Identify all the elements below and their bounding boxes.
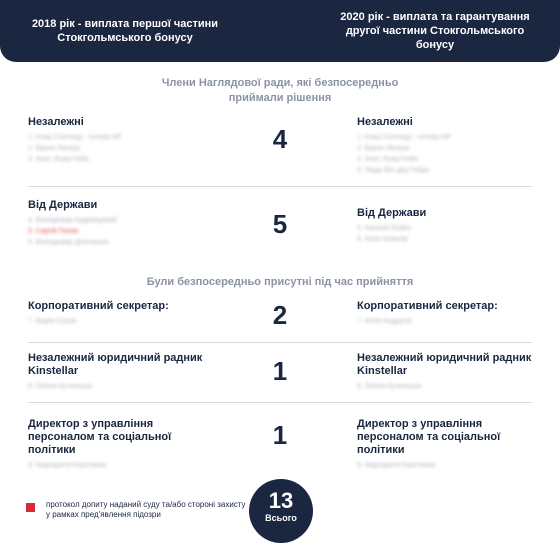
legal-left-names [28, 381, 228, 392]
legend-red-square-icon [26, 503, 35, 512]
independent-count: 4 [272, 124, 288, 154]
state-left-names [28, 215, 228, 248]
state-left [28, 199, 228, 248]
section-title-decision-makers: Члени Наглядової ради, які безпосередньо приймали рішення [161, 77, 399, 104]
hr-right-heading: Директор з управління персоналом та соціальної політики [357, 418, 501, 456]
legend-text: протокол допиту наданий суду та/або стороні захисту у рамках пред'явлення підозри [46, 500, 246, 519]
name-item: 2. Брунo Лескуа [28, 145, 80, 152]
total-badge [249, 479, 313, 543]
name-item: 8. Олена Кучинська [28, 383, 93, 390]
total-number: 13 [268, 488, 294, 513]
state-left-heading: Від Держави [28, 199, 98, 211]
name-item: 9. Маргарита Коротаєва [28, 462, 107, 469]
independent-left [28, 116, 228, 165]
hr-count: 1 [272, 420, 288, 450]
divider [28, 186, 532, 187]
secretary-right-heading: Корпоративний секретар: [357, 300, 498, 312]
name-item: 3. Анес Жакуттейн [28, 156, 89, 163]
legal-left [28, 352, 228, 392]
state-count: 5 [272, 209, 288, 239]
header-banner [0, 0, 560, 62]
independent-right [357, 116, 547, 176]
name-item: 7. Марія Сухая [28, 318, 77, 325]
legal-right [357, 352, 547, 392]
name-item: 6. Юлія Ковалів [357, 236, 408, 243]
name-item: 9. Маргарита Коротаєва [357, 462, 436, 469]
secretary-count: 2 [272, 300, 288, 330]
secretary-right-names [357, 316, 547, 327]
name-item: 1. Клер Спотіоуд - голова НР [357, 134, 451, 141]
independent-left-names [28, 132, 228, 165]
name-item: 5. Наталія Бойко [357, 225, 412, 232]
divider [28, 402, 532, 403]
secretary-left-heading: Корпоративний секретар: [28, 300, 169, 312]
name-item: 6. Володимир Демчишин [28, 239, 110, 246]
secretary-right [357, 300, 547, 327]
name-item: 8. Олена Кучинська [357, 383, 422, 390]
name-item-highlighted: 5. Сергій Попик [28, 228, 79, 235]
hr-right-names [357, 460, 527, 471]
section-title-present: Були безпосередньо присутні під час прийняття [146, 276, 414, 288]
total-label: Всього [265, 513, 297, 523]
name-item: 7. Юлія Андрусів [357, 318, 412, 325]
independent-right-names [357, 132, 547, 176]
state-right [357, 207, 547, 245]
state-right-heading: Від Держави [357, 207, 427, 219]
name-item: 2. Брунo Лескуа [357, 145, 409, 152]
name-item: 1. Клер Спотіоуд - голова НР [28, 134, 122, 141]
legal-left-heading: Незалежний юридичний радник Kinstellar [28, 352, 203, 377]
hr-left-names [28, 460, 198, 471]
divider [28, 342, 532, 343]
secretary-left-names [28, 316, 228, 327]
header-2020: 2020 рік - виплата та гарантування другої частини Стокгольмського бонусу [340, 11, 530, 51]
independent-right-heading: Незалежні [357, 116, 413, 128]
hr-left-heading: Директор з управління персоналом та соціальної політики [28, 418, 172, 456]
secretary-left [28, 300, 228, 327]
independent-left-heading: Незалежні [28, 116, 84, 128]
legend [26, 500, 246, 520]
legal-right-names [357, 381, 547, 392]
hr-right [357, 418, 527, 471]
name-item: 4. Люди Він дер Гейдн [357, 167, 430, 174]
header-2018: 2018 рік - виплата першої частини Стокгольмського бонусу [31, 18, 219, 44]
name-item: 4. Володимир Кудрявцевий [28, 217, 117, 224]
legal-count: 1 [272, 356, 288, 386]
name-item: 3. Анес Жакуттейн [357, 156, 418, 163]
state-right-names [357, 223, 547, 245]
hr-left [28, 418, 198, 471]
legal-right-heading: Незалежний юридичний радник Kinstellar [357, 352, 532, 377]
